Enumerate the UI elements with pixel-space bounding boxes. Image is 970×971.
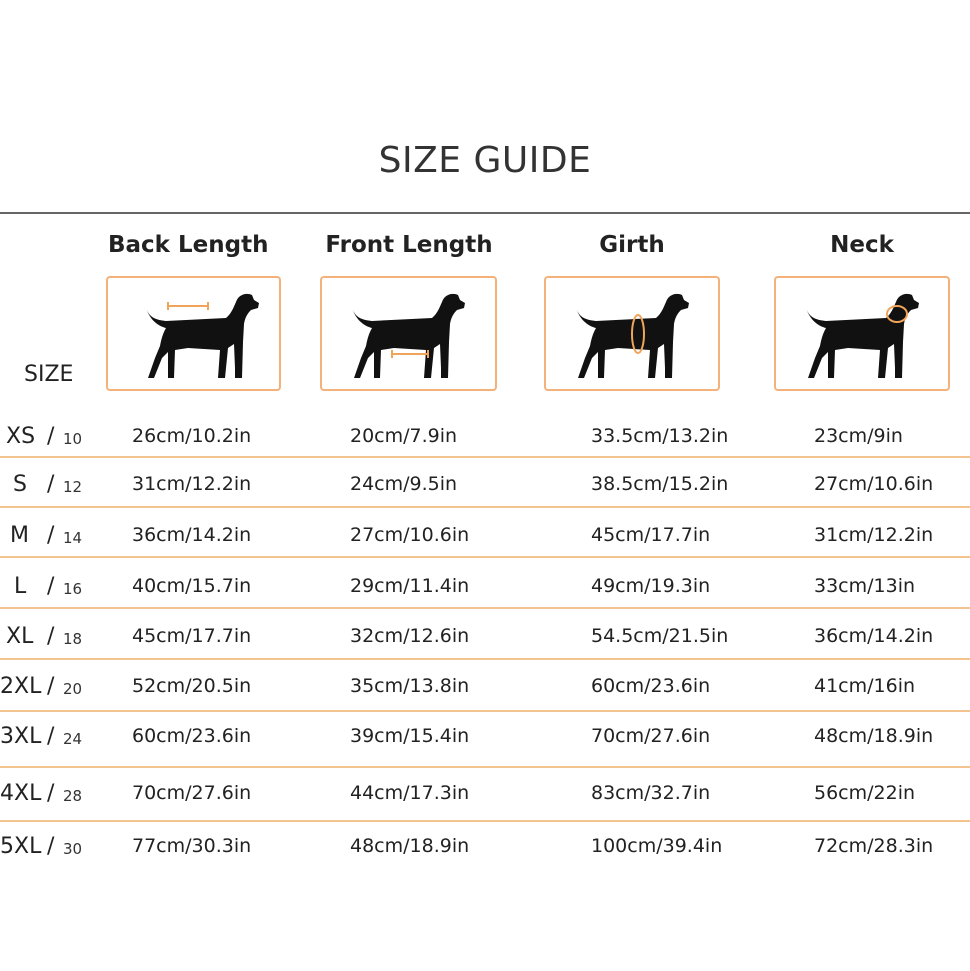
size-code: XL — [6, 624, 34, 649]
dog-neck-icon — [776, 278, 952, 393]
row-divider — [0, 820, 970, 822]
size-number: 24 — [63, 730, 83, 748]
size-number: 10 — [63, 430, 83, 448]
size-separator: / — [47, 424, 55, 449]
neck-value: 31cm/12.2in — [814, 524, 934, 546]
front-length-value: 35cm/13.8in — [350, 675, 470, 697]
size-number: 28 — [63, 787, 83, 805]
table-row — [0, 724, 970, 752]
neck-value: 56cm/22in — [814, 782, 916, 804]
size-code: 2XL — [0, 674, 42, 699]
girth-value: 70cm/27.6in — [591, 725, 711, 747]
row-divider — [0, 556, 970, 558]
front-length-value: 44cm/17.3in — [350, 782, 470, 804]
front-length-value: 39cm/15.4in — [350, 725, 470, 747]
girth-value: 33.5cm/13.2in — [591, 425, 729, 447]
back-length-value: 31cm/12.2in — [132, 473, 252, 495]
table-row — [0, 574, 970, 602]
size-separator: / — [47, 834, 55, 859]
dog-back-length-icon — [108, 278, 283, 393]
page-title: SIZE GUIDE — [378, 140, 592, 181]
front-length-value: 29cm/11.4in — [350, 575, 470, 597]
table-row — [0, 624, 970, 652]
size-number: 14 — [63, 529, 83, 547]
size-separator: / — [47, 624, 55, 649]
size-separator: / — [47, 781, 55, 806]
row-divider — [0, 607, 970, 609]
size-code: 3XL — [0, 724, 42, 749]
girth-icon-box — [544, 276, 720, 391]
size-code: 4XL — [0, 781, 42, 806]
row-divider — [0, 710, 970, 712]
back-length-value: 40cm/15.7in — [132, 575, 252, 597]
column-header-girth: Girth — [599, 232, 665, 258]
row-divider — [0, 658, 970, 660]
girth-value: 54.5cm/21.5in — [591, 625, 729, 647]
column-header-neck: Neck — [830, 232, 894, 258]
neck-value: 23cm/9in — [814, 425, 903, 447]
size-separator: / — [47, 523, 55, 548]
neck-value: 48cm/18.9in — [814, 725, 934, 747]
front-length-value: 20cm/7.9in — [350, 425, 458, 447]
size-number: 18 — [63, 630, 83, 648]
size-column-label: SIZE — [24, 362, 74, 387]
front-length-icon-box — [320, 276, 497, 391]
size-number: 30 — [63, 840, 83, 858]
size-number: 16 — [63, 580, 83, 598]
column-header-back-length: Back Length — [108, 232, 269, 258]
column-header-front-length: Front Length — [325, 232, 493, 258]
back-length-value: 52cm/20.5in — [132, 675, 252, 697]
back-length-icon-box — [106, 276, 281, 391]
front-length-value: 24cm/9.5in — [350, 473, 458, 495]
size-code: S — [13, 472, 27, 497]
table-row — [0, 523, 970, 551]
girth-value: 83cm/32.7in — [591, 782, 711, 804]
size-code: XS — [6, 424, 36, 449]
back-length-value: 45cm/17.7in — [132, 625, 252, 647]
size-code: L — [14, 574, 27, 599]
back-length-value: 77cm/30.3in — [132, 835, 252, 857]
neck-value: 36cm/14.2in — [814, 625, 934, 647]
back-length-value: 26cm/10.2in — [132, 425, 252, 447]
table-row — [0, 674, 970, 702]
neck-value: 72cm/28.3in — [814, 835, 934, 857]
size-separator: / — [47, 574, 55, 599]
neck-value: 41cm/16in — [814, 675, 916, 697]
neck-value: 33cm/13in — [814, 575, 916, 597]
front-length-value: 27cm/10.6in — [350, 524, 470, 546]
table-row — [0, 781, 970, 809]
girth-value: 38.5cm/15.2in — [591, 473, 729, 495]
size-separator: / — [47, 724, 55, 749]
dog-girth-icon — [546, 278, 722, 393]
header-divider — [0, 212, 970, 214]
table-row — [0, 834, 970, 862]
row-divider — [0, 766, 970, 768]
back-length-value: 70cm/27.6in — [132, 782, 252, 804]
table-row — [0, 472, 970, 500]
size-code: 5XL — [0, 834, 42, 859]
row-divider — [0, 506, 970, 508]
size-separator: / — [47, 472, 55, 497]
girth-value: 49cm/19.3in — [591, 575, 711, 597]
back-length-value: 36cm/14.2in — [132, 524, 252, 546]
girth-value: 60cm/23.6in — [591, 675, 711, 697]
size-separator: / — [47, 674, 55, 699]
girth-value: 100cm/39.4in — [591, 835, 723, 857]
size-number: 12 — [63, 478, 83, 496]
front-length-value: 48cm/18.9in — [350, 835, 470, 857]
back-length-value: 60cm/23.6in — [132, 725, 252, 747]
dog-front-length-icon — [322, 278, 499, 393]
girth-value: 45cm/17.7in — [591, 524, 711, 546]
row-divider — [0, 456, 970, 458]
front-length-value: 32cm/12.6in — [350, 625, 470, 647]
size-number: 20 — [63, 680, 83, 698]
neck-value: 27cm/10.6in — [814, 473, 934, 495]
table-row — [0, 424, 970, 452]
neck-icon-box — [774, 276, 950, 391]
size-code: M — [10, 523, 29, 548]
